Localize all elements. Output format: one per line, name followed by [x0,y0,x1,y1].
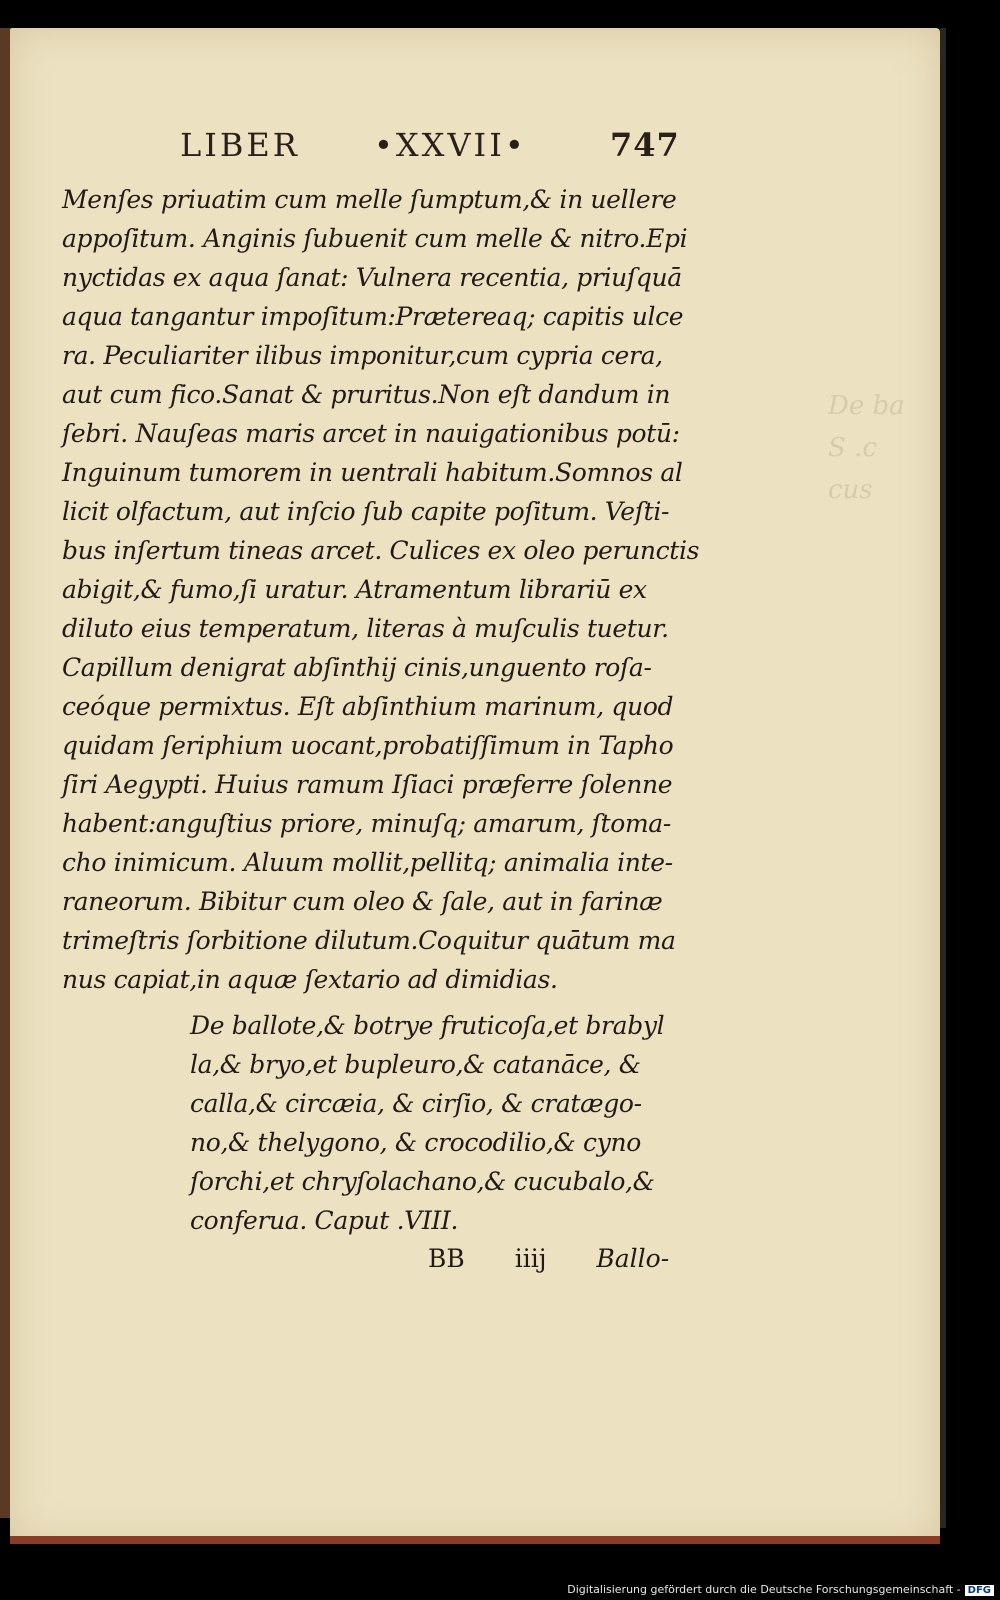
text-line: trimeſtris ſorbitione dilutum.Coquitur quātum ma [62,926,676,955]
text-line: ſebri. Nauſeas maris arcet in nauigationibus potū: [62,419,680,448]
section-heading [190,1006,670,1240]
heading-line: ſorchi,et chryſolachano,& cucubalo,& [190,1167,655,1196]
folio-number: 747 [610,126,680,164]
page-right-shadow [940,28,946,1528]
running-head-book-label: LIBER [180,126,300,164]
dfg-logo: DFG [965,1585,994,1596]
text-line: habent:anguſtius priore, minuſq; amarum, ſtoma- [62,809,671,838]
body-text [62,180,700,999]
text-line: licit olfactum, aut inſcio ſub capite poſitum. Veſti- [62,497,670,526]
text-line: diluto eius temperatum, literas à muſculis tuetur. [62,614,669,643]
text-line: appoſitum. Anginis ſubuenit cum melle & nitro.Epi [62,224,688,253]
text-line: cho inimicum. Aluum mollit,pellitq; animalia inte- [62,848,673,877]
text-line: bus inſertum tineas arcet. Culices ex oleo perunctis [62,536,700,565]
text-line: ſiri Aegypti. Huius ramum Iſiaci præferre ſolenne [62,770,673,799]
text-line: nus capiat,in aquæ ſextario ad dimidias. [62,965,558,994]
signature-number: iiij [514,1244,547,1273]
heading-line: la,& bryo,et bupleuro,& catanāce, & [190,1050,641,1079]
heading-line: conferua. Caput .VIII. [190,1206,459,1235]
heading-line: calla,& circæia, & cirſio, & cratægo- [190,1089,642,1118]
show-through-text: De ba S .c cus [828,391,905,505]
text-line: Capillum denigrat abſinthij cinis,unguento roſa- [62,653,652,682]
text-line: Menſes priuatim cum melle ſumptum,& in uellere [62,185,677,214]
text-line: ceóque permixtus. Eſt abſinthium marinum, quod [62,692,674,721]
scan-credit [567,1583,994,1596]
book-spine-edge [0,28,10,1518]
signature-letters: BB [428,1244,465,1273]
scan-credit-text: Digitalisierung gefördert durch die Deutsche Forschungsgemeinschaft - [567,1583,961,1596]
text-line: aqua tangantur impoſitum:Prætereaq; capitis ulce [62,302,684,331]
heading-line: no,& thelygono, & crocodilio,& cyno [190,1128,641,1157]
text-line: abigit,& fumo,ſi uratur. Atramentum librariū ex [62,575,647,604]
text-line: ra. Peculiariter ilibus imponitur,cum cypria cera, [62,341,663,370]
page-bottom-edge [10,1536,940,1544]
running-head-book-number: •XXVII• [374,126,527,164]
text-line: aut cum fico.Sanat & pruritus.Non eſt dandum in [62,380,671,409]
page-footer [428,1244,669,1273]
text-line: quidam ſeriphium uocant,probatiſſimum in Tapho [62,731,674,760]
catchword: Ballo- [596,1244,670,1273]
text-line: Inguinum tumorem in uentrali habitum.Somnos al [62,458,683,487]
text-line: raneorum. Bibitur cum oleo & ſale, aut in farinæ [62,887,663,916]
text-line: nyctidas ex aqua ſanat: Vulnera recentia, priuſquā [62,263,682,292]
heading-line: De ballote,& botrye fruticoſa,et brabyl [190,1011,665,1040]
